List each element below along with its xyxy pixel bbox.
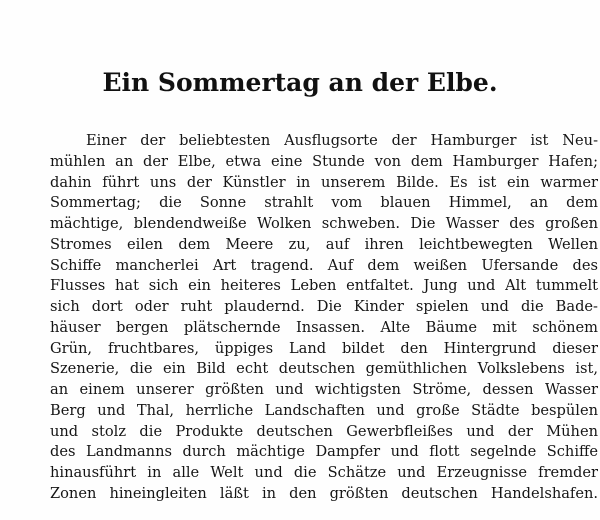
article-title: Ein Sommertag an der Elbe. xyxy=(102,68,498,97)
text-line: dahin führt uns der Künstler in unserem Bilde. Es ist ein warmer xyxy=(50,173,598,191)
text-line: des Landmanns durch mächtige Dampfer und flott segelnde Schiffe xyxy=(50,443,598,461)
text-line: Grün, fruchtbares, üppiges Land bildet den Hintergrund dieser xyxy=(50,339,598,357)
text-line: Sommertag; die Sonne strahlt vom blauen Himmel, an dem xyxy=(50,194,598,212)
text-line: Szenerie, die ein Bild echt deutschen gemüthlichen Volkslebens ist, xyxy=(50,360,598,378)
text-line: sich dort oder ruht plaudernd. Die Kinder spielen und die Bade- xyxy=(50,298,598,315)
text-line: Einer der beliebtesten Ausflugsorte der Hamburger ist Neu- xyxy=(86,132,598,149)
text-line: hinausführt in alle Welt und die Schätze und Erzeugnisse fremder xyxy=(50,464,598,481)
text-line: und stolz die Produkte deutschen Gewerbfleißes und der Mühen xyxy=(50,422,598,440)
text-line: Flusses hat sich ein heiteres Leben entfaltet. Jung und Alt tummelt xyxy=(50,277,598,295)
text-line: Zonen hineingleiten läßt in den größten deutschen Handelshafen. xyxy=(50,484,598,502)
text-line: mächtige, blendendweiße Wolken schweben. Die Wasser des großen xyxy=(50,215,598,232)
text-line: an einem unserer größten und wichtigsten Ströme, dessen Wasser xyxy=(50,381,598,398)
text-line: häuser bergen plätschernde Insassen. Alte Bäume mit schönem xyxy=(50,318,598,336)
text-line: Schiffe mancherlei Art tragend. Auf dem weißen Ufersande des xyxy=(50,256,598,274)
text-line: Stromes eilen dem Meere zu, auf ihren leichtbewegten Wellen xyxy=(50,235,598,253)
text-line: Berg und Thal, herrliche Landschaften und große Städte bespülen xyxy=(50,401,598,419)
text-line: mühlen an der Elbe, etwa eine Stunde von dem Hamburger Hafen; xyxy=(50,152,598,170)
article-body xyxy=(50,131,598,505)
